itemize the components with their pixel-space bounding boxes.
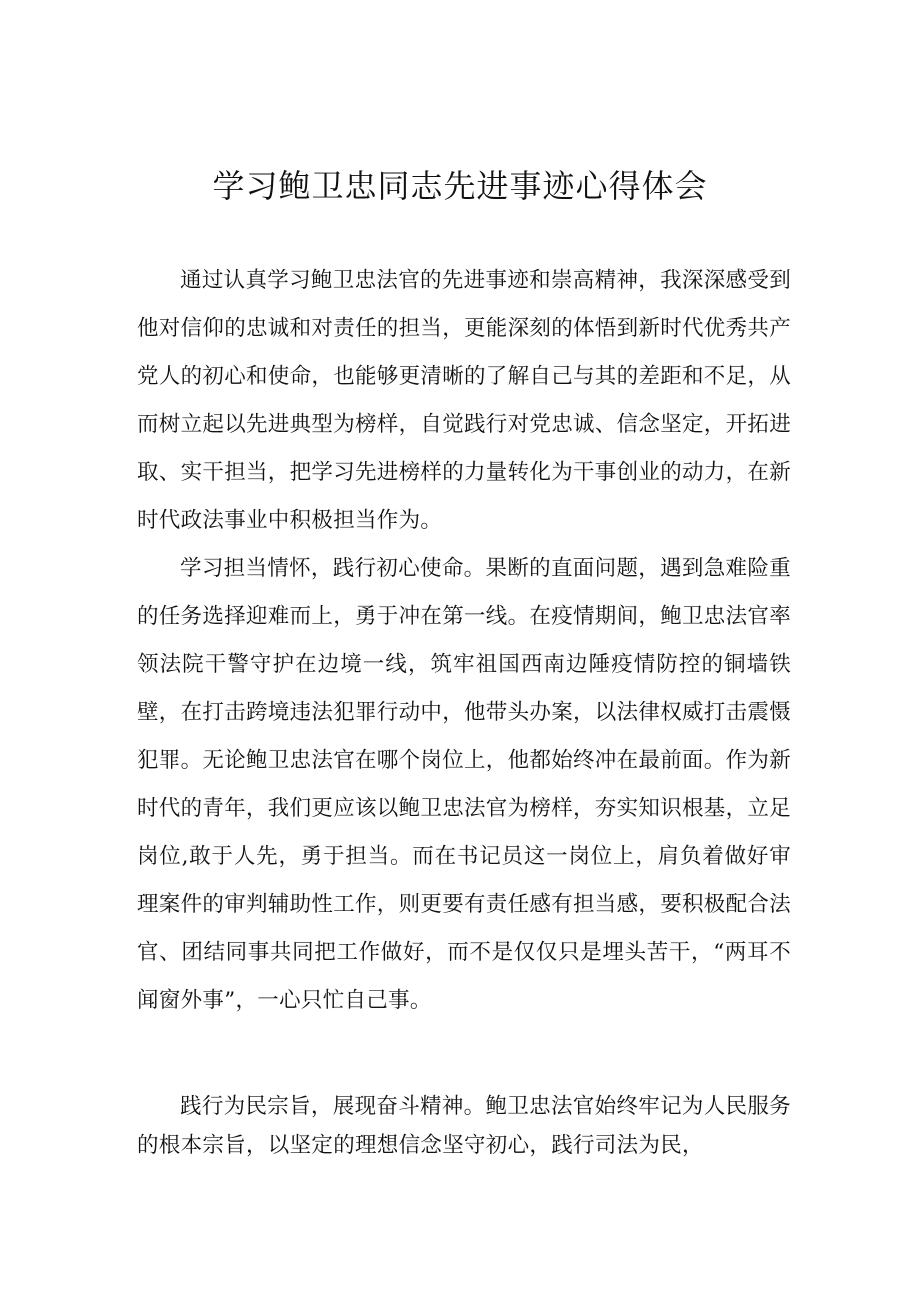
paragraph-1: 通过认真学习鲍卫忠法官的先进事迹和崇高精神，我深深感受到他对信仰的忠诚和对责任的担当，更能深刻的体悟到新时代优秀共产党人的初心和使命，也能够更清晰的了解自己与其的差距和不足，从而树立起以先进典型为榜样，自觉践行对党忠诚、信念坚定，开拓进取、实干担当，把学习先进榜样的力量转化为干事创业的动力，在新时代政法事业中积极担当作为。 bbox=[137, 268, 792, 533]
paragraph-3: 践行为民宗旨，展现奋斗精神。鲍卫忠法官始终牢记为人民服务的根本宗旨，以坚定的理想信念坚守初心，践行司法为民， bbox=[137, 1094, 791, 1158]
document-title: 学习鲍卫忠同志先进事迹心得体会 bbox=[212, 167, 708, 205]
paragraph-2: 学习担当情怀，践行初心使命。果断的直面问题，遇到急难险重的任务选择迎难而上，勇于冲在第一线。在疫情期间，鲍卫忠法官率领法院干警守护在边境一线，筑牢祖国西南边陲疫情防控的铜墙铁壁，在打击跨境违法犯罪行动中，他带头办案，以法律权威打击震慑犯罪。无论鲍卫忠法官在哪个岗位上，他都始终冲在最前面。作为新时代的青年，我们更应该以鲍卫忠法官为榜样，夯实知识根基，立足岗位,敢于人先，勇于担当。而在书记员这一岗位上，肩负着做好审理案件的审判辅助性工作，则更要有责任感有担当感，要积极配合法官、团结同事共同把工作做好，而不是仅仅只是埋头苦干，“两耳不闻窗外事”，一心只忙自己事。 bbox=[137, 556, 792, 1013]
